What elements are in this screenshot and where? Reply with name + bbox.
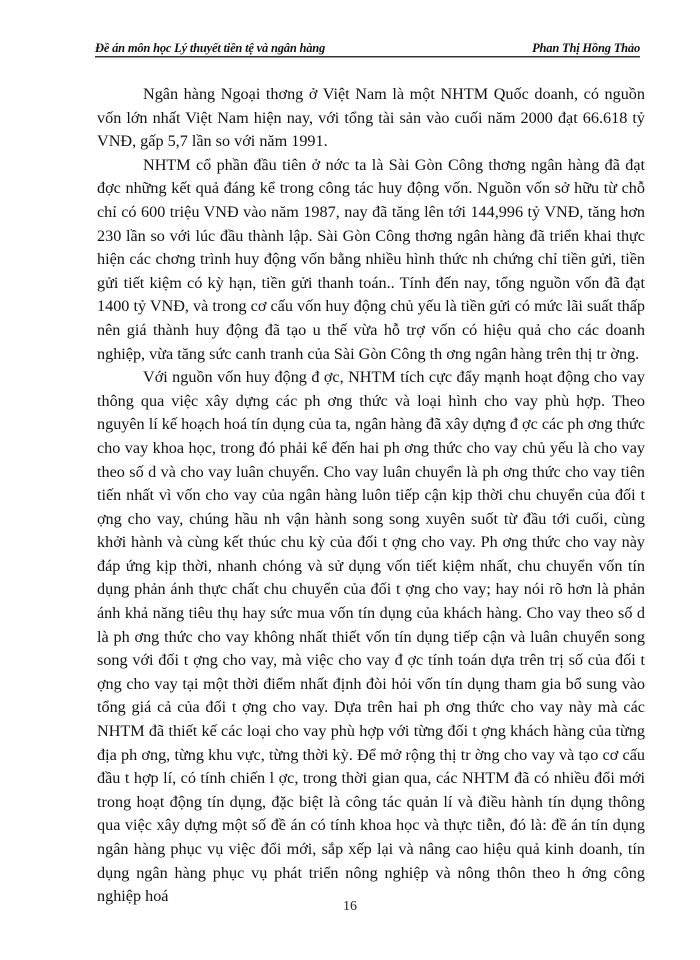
- paragraph-saigon-bank: NHTM cổ phần đầu tiên ở nớc ta là Sài Gòn Công thơng ngân hàng đã đạt đợc những kết quả đáng kể trong công tác huy động vốn. Nguồn vốn sở hữu từ chỗ chỉ có 600 triệu VNĐ vào năm 1987, nay đã tăng lên tới 144,996 tỷ VNĐ, tăng hơn 230 lần so với lúc đầu thành lập. Sài Gòn Công thơng ngân hàng đã triển khai thực hiện các chơng trình huy động vốn bằng nhiều hình thức nh chứng chỉ tiền gửi, tiền gửi tiết kiệm có kỳ hạn, tiền gửi thanh toán.. Tính đến nay, tổng nguồn vốn đã đạt 1400 tỷ VNĐ, và trong cơ cấu vốn huy động chủ yếu là tiền gửi có mức lãi suất thấp nên giá thành huy động đã tạo u thế vừa hỗ trợ vốn có hiệu quả cho các doanh nghiệp, vừa tăng sức canh tranh của Sài Gòn Công th ơng ngân hàng trên thị tr ờng.: [97, 155, 645, 363]
- paragraph-lending-methods: Với nguồn vốn huy động đ ợc, NHTM tích cực đẩy mạnh hoạt động cho vay thông qua việc xây dựng các ph ơng thức và loại hình cho vay phù hợp. Theo nguyên lí kế hoạch hoá tín dụng của ta, ngân hàng đã xây dựng đ ợc các ph ơng thức cho vay khoa học, trong đó phải kể đến hai ph ơng thức cho vay chủ yếu là cho vay theo số d và cho vay luân chuyển. Cho vay luân chuyển là ph ơng thức cho vay tiên tiến nhất vì vốn cho vay của ngân hàng luôn tiếp cận kịp thời chu chuyển của đối t ợng cho vay, chúng hầu nh vận hành song song xuyên suốt từ đầu tới cuối, cùng khởi hành và cùng kết thúc chu kỳ của đối t ợng cho vay. Ph ơng thức cho vay này đáp ứng kịp thời, nhanh chóng và sử dụng vốn tiết kiệm nhất, chu chuyển vốn tín dụng phản ánh thực chất chu chuyển của đối t ợng cho vay; hay nói rõ hơn là phản ánh khả năng tiêu thụ hay sức mua vốn tín dụng của khách hàng. Cho vay theo số d là ph ơng thức cho vay không nhất thiết vốn tín dụng tiếp cận và luân chuyển song song với đối t ợng cho vay, mà việc cho vay đ ợc tính toán dựa trên trị số của đối t ợng cho vay tại một thời điểm nhất định đòi hỏi vốn tín dụng tham gia bổ sung vào tổng giá cả của đối t ợng cho vay. Dựa trên hai ph ơng thức cho vay này mà các NHTM đã thiết kế các loại cho vay phù hợp với từng đối t ợng khách hàng của từng địa ph ơng, từng khu vực, từng thời kỳ. Để mở rộng thị tr ờng cho vay và tạo cơ cấu đầu t hợp lí, có tính chiến l ợc, trong thời gian qua, các NHTM đã có nhiều đổi mới trong hoạt động tín dụng, đặc biệt là công tác quản lí và điều hành tín dụng thông qua việc xây dựng một số đề án có tính khoa học và thực tiễn, đó là: đề án tín dụng ngân hàng phục vụ việc đổi mới, sắp xếp lại và nâng cao hiệu quả kinh doanh, tín dụng ngân hàng phục vụ phát triển nông nghiệp và nông thôn theo h ớng công nghiệp hoá: [97, 368, 646, 906]
- paragraph-vietcombank: Ngân hàng Ngoại thơng ở Việt Nam là một NHTM Quốc doanh, có nguồn vốn lớn nhất Việt Nam hiện nay, với tổng tài sản vào cuối năm 2000 đạt 66.618 tỷ VNĐ, gấp 5,7 lần so với năm 1991.: [97, 85, 645, 151]
- header-author-name: Phan Thị Hồng Thảo: [532, 41, 640, 55]
- page-header: [95, 38, 640, 57]
- document-body: [97, 83, 645, 909]
- header-document-title: Đề án môn học Lý thuyết tiền tệ và ngân hàng: [95, 41, 326, 55]
- page-number: 16: [343, 899, 357, 914]
